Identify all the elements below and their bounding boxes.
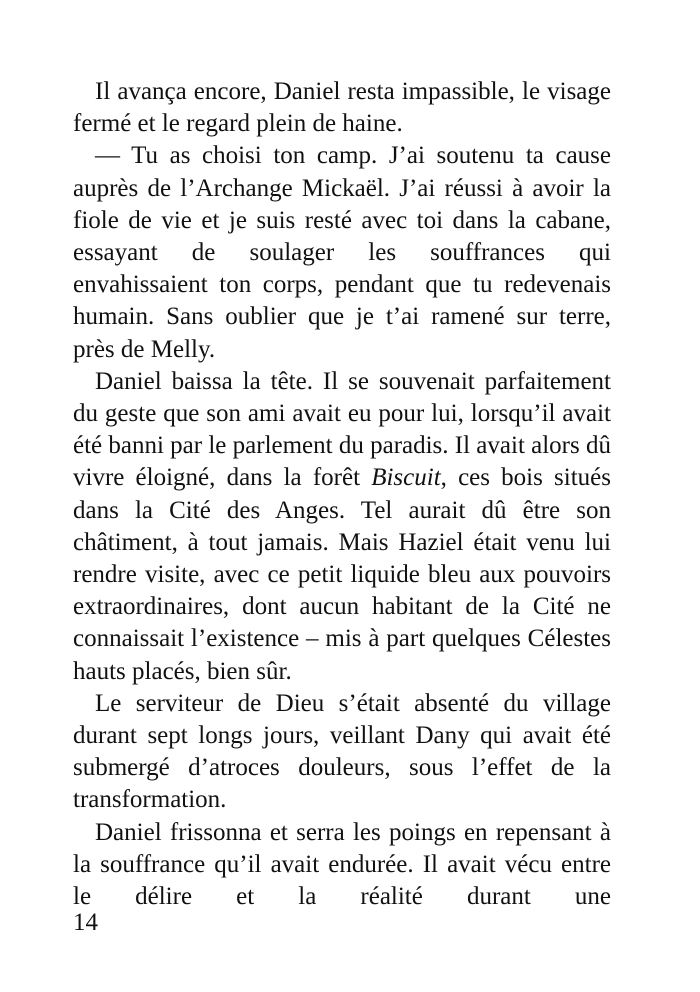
page-number: 14 bbox=[73, 909, 98, 936]
paragraph-text: Daniel baissa la tête. Il se souvenait parfaitement du geste que son ami avait eu pour lui, lorsqu’il avait été banni par le parlement du paradis. Il avait alors dû vivre éloigné, dans la forêt bbox=[73, 367, 611, 492]
paragraph-text: , ces bois situés dans la Cité des Anges. Tel aurait dû être son châtiment, à tout jamais. Mais Haziel était venu lui rendre visite, avec ce petit liquide bleu aux pouvoirs extraordinaires, dont aucun habitant de la Cité ne connaissait l’existence – mis à part quelques Célestes hauts placés, bien sûr. bbox=[73, 464, 611, 685]
paragraph: Le serviteur de Dieu s’était absenté du village durant sept longs jours, veillant Dany qui avait été submergé d’atroces douleurs, sous l’effet de la transformation. bbox=[73, 689, 611, 814]
paragraph: Il avança encore, Daniel resta impassible, le visage fermé et le regard plein de haine. bbox=[73, 78, 611, 138]
paragraph: Daniel frissonna et serra les poings en repensant à la souffrance qu’il avait endurée. Il avait vécu entre le délire et la réalité durant une bbox=[73, 818, 611, 911]
page-body bbox=[73, 76, 611, 913]
paragraph bbox=[73, 366, 611, 688]
italic-place-name: Biscuit bbox=[371, 464, 441, 492]
paragraph: — Tu as choisi ton camp. J’ai soutenu ta cause auprès de l’Archange Mickaël. J’ai réussi à avoir la fiole de vie et je suis resté avec toi dans la cabane, essayant de soulager les souffrances qui envahissaient ton corps, pendant que tu redevenais humain. Sans oublier que je t’ai ramené sur terre, près de Melly. bbox=[73, 142, 611, 363]
